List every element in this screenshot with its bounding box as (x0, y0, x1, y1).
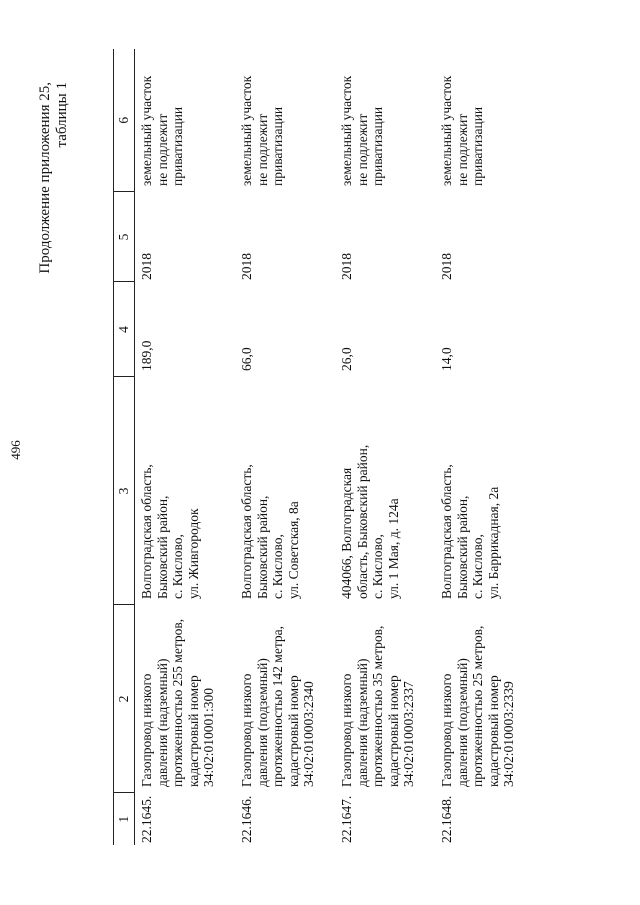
note-line: земельный участок (339, 75, 354, 186)
note-cell (435, 49, 535, 192)
address-line: Волгоградская область, (239, 464, 254, 599)
object-name-line: Газопровод низкого (439, 673, 454, 787)
row-number: 22.1645. (139, 795, 154, 843)
note-line: земельный участок (239, 75, 254, 186)
address-line: ул. Советская, 8а (285, 501, 301, 599)
table-row (335, 49, 435, 845)
address-line: Быковский район, (254, 495, 270, 599)
table-row (435, 49, 535, 845)
note-line: не подлежит (154, 113, 170, 186)
object-name-cell (335, 605, 435, 793)
note-cell (335, 49, 435, 192)
object-name-line: давления (надземный) (154, 658, 170, 787)
address-cell (135, 377, 236, 605)
object-name-line: протяженностью 25 метров, (470, 625, 485, 787)
length-cell: 14,0 (439, 347, 454, 371)
length-cell: 66,0 (239, 347, 254, 371)
property-table (113, 49, 535, 845)
column-header-5: 5 (114, 192, 135, 282)
address-cell (335, 377, 435, 605)
note-line: приватизации (270, 106, 285, 186)
note-cell (135, 49, 236, 192)
note-line: приватизации (470, 106, 485, 186)
length-cell: 189,0 (139, 340, 154, 371)
object-name-line: протяженностью 35 метров, (370, 625, 385, 787)
address-line: с. Кислово, (370, 534, 385, 599)
object-name-line: кадастровый номер (285, 675, 301, 787)
year-cell: 2018 (439, 253, 454, 280)
address-line: Быковский район, (154, 495, 170, 599)
year-cell: 2018 (339, 253, 354, 280)
table-row (135, 49, 236, 845)
address-line: Волгоградская область, (439, 464, 454, 599)
note-line: приватизации (370, 106, 385, 186)
object-name-line: 34:02:010003:2340 (301, 681, 316, 787)
address-line: с. Кислово, (470, 534, 485, 599)
address-line: с. Кислово, (170, 534, 185, 599)
year-cell: 2018 (139, 253, 154, 280)
object-name-cell (135, 605, 236, 793)
object-name-line: 34:02:010001:300 (201, 687, 216, 787)
object-name-line: протяженностью 142 метра, (270, 625, 285, 787)
row-number: 22.1647. (339, 795, 354, 843)
object-name-line: давления (надземный) (354, 658, 370, 787)
column-header-2: 2 (114, 605, 135, 793)
address-cell (435, 377, 535, 605)
row-number: 22.1646. (239, 795, 254, 843)
column-header-4: 4 (114, 282, 135, 377)
address-line: ул. 1 Мая, д. 124а (385, 498, 401, 599)
address-line: с. Кислово, (270, 534, 285, 599)
object-name-line: кадастровый номер (385, 675, 401, 787)
table-header-row (114, 49, 135, 845)
object-name-cell (235, 605, 335, 793)
note-line: не подлежит (254, 113, 270, 186)
object-name-line: 34:02:010003:2337 (401, 681, 416, 787)
note-line: приватизации (170, 106, 185, 186)
address-line: область, Быковский район, (354, 444, 370, 599)
object-name-line: Газопровод низкого (139, 673, 154, 787)
address-line: Быковский район, (454, 495, 470, 599)
year-cell: 2018 (239, 253, 254, 280)
note-line: не подлежит (454, 113, 470, 186)
note-line: земельный участок (139, 75, 154, 186)
address-line: Волгоградская область, (139, 464, 154, 599)
object-name-line: кадастровый номер (485, 675, 501, 787)
column-header-1: 1 (114, 793, 135, 845)
column-header-3: 3 (114, 377, 135, 605)
column-header-6: 6 (114, 49, 135, 192)
continuation-line-1: Продолжение приложения 25, (37, 82, 53, 274)
object-name-line: давления (подземный) (254, 658, 270, 787)
note-cell (235, 49, 335, 192)
note-line: земельный участок (439, 75, 454, 186)
address-line: 404066, Волгоградская (339, 467, 354, 599)
object-name-line: 34:02:010003:2339 (501, 681, 516, 787)
continuation-line-2: таблицы 1 (54, 82, 70, 148)
object-name-line: протяженностью 255 метров, (170, 618, 185, 787)
continuation-heading (37, 82, 71, 274)
table-row (235, 49, 335, 845)
note-line: не подлежит (354, 113, 370, 186)
row-number: 22.1648. (439, 795, 454, 843)
object-name-line: давления (подземный) (454, 658, 470, 787)
page-number: 496 (8, 440, 23, 460)
address-line: ул. Живгородок (185, 508, 201, 599)
object-name-line: Газопровод низкого (339, 673, 354, 787)
address-line: ул. Баррикадная, 2а (485, 486, 501, 599)
object-name-cell (435, 605, 535, 793)
object-name-line: Газопровод низкого (239, 673, 254, 787)
address-cell (235, 377, 335, 605)
object-name-line: кадастровый номер (185, 675, 201, 787)
length-cell: 26,0 (339, 347, 354, 371)
